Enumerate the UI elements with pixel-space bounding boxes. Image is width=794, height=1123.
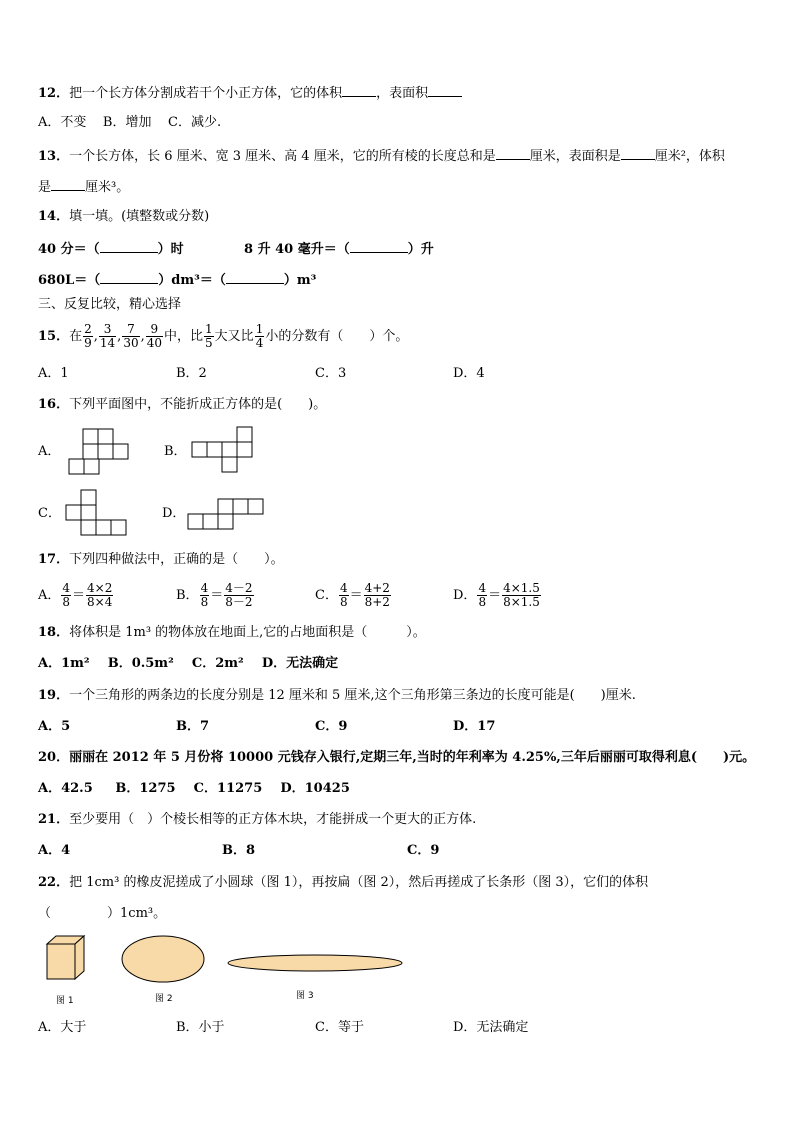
q15-fraction-upper: $\frac{1}{4}$	[255, 322, 264, 350]
q18-text: 将体积是 1m³ 的物体放在地面上,它的占地面积是（ ）。	[69, 625, 426, 640]
q14-blank-a[interactable]	[100, 240, 158, 253]
q15-fraction-4: $\frac{9}{40}$	[146, 322, 163, 350]
q22-figure-1-cube	[44, 934, 88, 982]
q12-text: 把一个长方体分割成若干个小正方体，它的体积	[69, 86, 343, 101]
q16-net-c	[64, 489, 128, 537]
q21-stem	[38, 812, 476, 828]
q13-text-5: 厘米³。	[85, 180, 130, 195]
q22-stem-cont	[38, 906, 166, 922]
q18-stem	[38, 625, 426, 641]
q13-text: 一个长方体，长 6 厘米、宽 3 厘米、高 4 厘米，它的所有棱的长度总和是	[69, 149, 496, 164]
section-3-title: 三、反复比较，精心选择	[38, 297, 182, 312]
q17-stem	[38, 552, 284, 568]
q18-option-a[interactable]: A．1m²	[38, 656, 90, 671]
q15-text-2: 中，比	[164, 329, 204, 344]
q22-caption-1: 图 1	[56, 996, 74, 1006]
q14-line-2	[38, 271, 316, 289]
q18-option-c[interactable]: C．2m²	[191, 656, 244, 671]
q16-net-d	[186, 498, 266, 532]
q16-net-a	[68, 428, 130, 476]
q17-text: 下列四种做法中，正确的是（ ）。	[69, 552, 284, 567]
q19-option-a[interactable]: A．5	[38, 719, 71, 734]
q13-stem-cont	[38, 178, 129, 196]
q13-text-2: 厘米，表面积是	[529, 149, 621, 164]
q12-option-b[interactable]: B．增加	[102, 115, 152, 130]
q22-option-d[interactable]: D．无法确定	[453, 1020, 529, 1035]
q20-option-b[interactable]: B．1275	[115, 781, 176, 796]
q13-blank-2[interactable]	[621, 147, 655, 160]
q22-figure-2-disc	[120, 934, 206, 984]
q16-stem	[38, 397, 326, 413]
q22-caption-2: 图 2	[155, 994, 173, 1004]
q12-text-2: ，表面积	[376, 86, 429, 101]
q20-stem	[38, 750, 755, 766]
q15-text-4: 小的分数有（ ）个。	[265, 329, 409, 344]
q14-number: 14．	[38, 209, 70, 224]
q18-option-b[interactable]: B．0.5m²	[107, 656, 174, 671]
q22-paren-open: （	[38, 906, 52, 921]
q20-text: 丽丽在 2012 年 5 月份将 10000 元钱存入银行,定期三年,当时的年利率为 4.25%,三年后丽丽可取得利息( )元。	[69, 750, 756, 765]
q15-text: 在	[69, 329, 83, 344]
q18-options	[38, 656, 338, 672]
q17-option-a[interactable]: A． $\frac{4}{8}$ ＝ $\frac{4\times 2}{8\times 4}$	[38, 581, 113, 609]
q13-stem	[38, 147, 725, 165]
q22-figure-3-strip	[226, 952, 406, 974]
q14-a-unit: ）时	[157, 242, 184, 257]
q15-text-3: 大又比	[214, 329, 254, 344]
q14-line-1	[38, 240, 184, 258]
q17-option-c[interactable]: C． $\frac{4}{8}$ ＝ $\frac{4+2}{8+2}$	[315, 581, 390, 609]
q14-a-text: 40 分＝（	[38, 242, 100, 257]
q22-option-c[interactable]: C．等于	[315, 1020, 364, 1035]
q16-label-c[interactable]: C．	[38, 506, 61, 521]
q21-option-a[interactable]: A．4	[38, 843, 71, 858]
q19-number: 19．	[38, 688, 70, 703]
q12-option-c[interactable]: C．减少.	[168, 115, 222, 130]
q22-number: 22．	[38, 875, 70, 890]
q14-blank-d[interactable]	[226, 271, 284, 284]
q20-options	[38, 781, 350, 797]
q20-option-a[interactable]: A．42.5	[38, 781, 93, 796]
q15-fraction-3: $\frac{7}{30}$	[123, 322, 139, 350]
q14-b-text: 8 升 40 毫升＝（	[244, 242, 350, 257]
q15-fraction-2: $\frac{3}{14}$	[99, 322, 116, 350]
q13-blank-3[interactable]	[51, 178, 85, 191]
q14-blank-b[interactable]	[350, 240, 408, 253]
q17-option-d[interactable]: D． $\frac{4}{8}$ ＝ $\frac{4\times 1.5}{8\times 1.5}$	[453, 581, 540, 609]
q15-stem: 15．在 $\frac{2}{9}$ , $\frac{3}{14}$ , $\frac{7}{30}$ , $\frac{9}{40}$ 中，比 $\frac{1}{5}$ 大又比 $\frac{1}{4}$ 小的分数有（ ）个。	[38, 322, 409, 350]
q21-text: 至少要用（ ）个棱长相等的正方体木块，才能拼成一个更大的正方体.	[69, 812, 477, 827]
q14-text: 填一填。(填整数或分数)	[69, 209, 210, 224]
q19-stem	[38, 688, 636, 704]
q12-options	[38, 115, 221, 131]
q19-option-c[interactable]: C．9	[315, 719, 348, 734]
q12-stem	[38, 84, 462, 102]
q20-option-c[interactable]: C．11275	[193, 781, 263, 796]
q21-option-b[interactable]: B．8	[222, 843, 256, 858]
q12-option-a[interactable]: A．不变	[38, 115, 87, 130]
q12-number: 12．	[38, 86, 70, 101]
q14-stem	[38, 209, 209, 225]
q16-number: 16．	[38, 397, 70, 412]
q22-caption-3: 图 3	[296, 991, 314, 1001]
q15-number: 15．	[38, 329, 70, 344]
q15-option-c[interactable]: C．3	[315, 366, 347, 381]
q12-blank-1[interactable]	[342, 84, 376, 97]
q15-option-d[interactable]: D．4	[453, 366, 485, 381]
q20-number: 20．	[38, 750, 70, 765]
q22-text: 把 1cm³ 的橡皮泥搓成了小圆球（图 1），再按扁（图 2），然后再搓成了长条形（图 3），它们的体积	[69, 875, 649, 890]
q18-option-d[interactable]: D．无法确定	[261, 656, 339, 671]
q21-number: 21．	[38, 812, 70, 827]
q13-text-3: 厘米²，体积	[654, 149, 725, 164]
q22-option-b[interactable]: B．小于	[176, 1020, 225, 1035]
q12-blank-2[interactable]	[428, 84, 462, 97]
q20-option-d[interactable]: D．10425	[280, 781, 350, 796]
q17-number: 17．	[38, 552, 70, 567]
q16-net-b	[190, 426, 254, 474]
q15-fraction-lower: $\frac{1}{5}$	[205, 322, 213, 350]
q21-option-c[interactable]: C．9	[407, 843, 440, 858]
q16-label-a[interactable]: A．	[38, 444, 61, 459]
q19-option-d[interactable]: D．17	[453, 719, 496, 734]
q14-line-1b	[244, 240, 434, 258]
section-3-heading	[38, 297, 181, 313]
q18-number: 18．	[38, 625, 70, 640]
q15-fraction-1: $\frac{2}{9}$	[84, 322, 92, 350]
q16-text: 下列平面图中，不能折成正方体的是( )。	[69, 397, 327, 412]
q14-b-unit: ）升	[407, 242, 434, 257]
q15-option-a[interactable]: A．1	[38, 366, 69, 381]
q13-blank-1[interactable]	[496, 147, 530, 160]
q16-label-d[interactable]: D．	[162, 506, 186, 521]
q13-number: 13．	[38, 149, 70, 164]
q16-label-b[interactable]: B．	[164, 444, 187, 459]
q14-d-unit: ）m³	[283, 273, 317, 288]
q14-c-text: 680L＝（	[38, 273, 101, 288]
q14-c-unit: ）dm³＝（	[158, 273, 226, 288]
q15-option-b[interactable]: B．2	[176, 366, 207, 381]
q13-text-4: 是	[38, 180, 52, 195]
q22-stem	[38, 875, 648, 891]
q19-text: 一个三角形的两条边的长度分别是 12 厘米和 5 厘米,这个三角形第三条边的长度可能是( )厘米.	[69, 688, 636, 703]
q22-option-a[interactable]: A．大于	[38, 1020, 87, 1035]
q19-option-b[interactable]: B．7	[176, 719, 210, 734]
q17-option-b[interactable]: B． $\frac{4}{8}$ ＝ $\frac{4-2}{8-2}$	[176, 581, 253, 609]
q22-paren-close: ）1cm³。	[107, 906, 167, 921]
q14-blank-c[interactable]	[100, 271, 158, 284]
